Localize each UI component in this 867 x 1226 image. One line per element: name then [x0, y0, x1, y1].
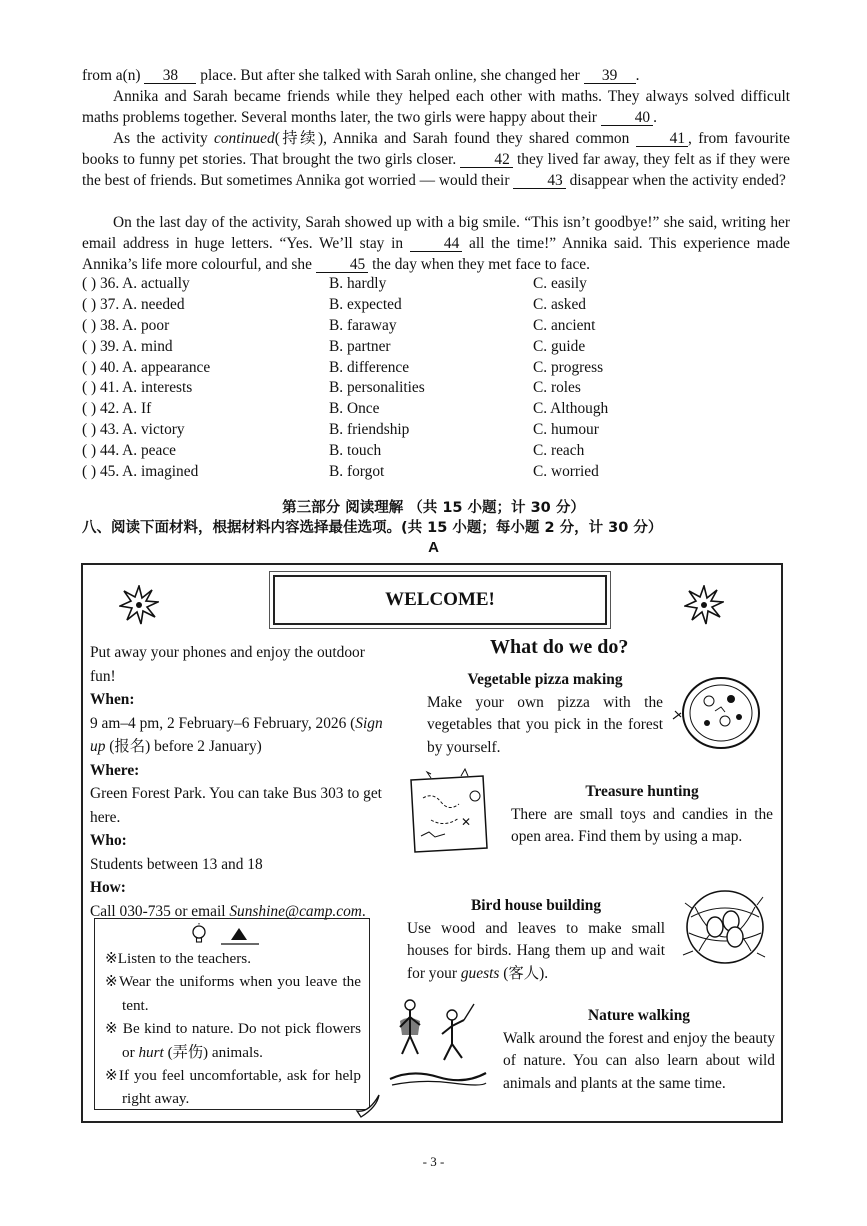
choice-b: B. forgot: [329, 463, 385, 481]
lightbulb-icon: [193, 923, 205, 942]
choice-row: [82, 359, 790, 380]
choice-a: ( ) 36. A. actually: [82, 275, 190, 292]
tip-item: [105, 1017, 361, 1064]
activity-title: Treasure hunting: [585, 783, 699, 800]
choice-a: ( ) 37. A. needed: [82, 295, 185, 313]
activity-title: Bird house building: [470, 897, 602, 914]
how-phone: Call 030-735 or email: [90, 902, 230, 920]
passage-paragraph-3: [82, 128, 790, 191]
treasure-map-icon: [401, 768, 495, 858]
blank-45: 45: [316, 257, 368, 273]
starburst-icon: [684, 585, 724, 625]
when-text: [90, 712, 390, 759]
choice-row: [82, 442, 790, 463]
when-label: When:: [90, 691, 135, 708]
page-curl-icon: [355, 1091, 383, 1119]
tips-header-icons: [187, 923, 277, 947]
blank-38: 38: [144, 68, 196, 84]
choice-row: [82, 296, 790, 317]
choice-b: B. expected: [329, 295, 402, 313]
choice-c: C. ancient: [533, 316, 596, 334]
choice-row: [82, 379, 790, 400]
passage-text: place. But after she talked with Sarah online, she changed her: [200, 67, 580, 84]
nature-walking-icon: [388, 993, 488, 1093]
part-three-heading: 第三部分 阅读理解 （共 15 小题；计 30 分）: [282, 500, 585, 516]
choice-b: B. faraway: [329, 316, 397, 334]
how-label: How:: [90, 879, 126, 896]
bird-nest-icon: [679, 877, 771, 973]
choice-row: [82, 463, 790, 484]
activity-title: Nature walking: [588, 1007, 690, 1024]
tip-item: ※Listen to the teachers.: [105, 950, 251, 967]
section-eight-instruction: 八、阅读下面材料，根据材料内容选择最佳选项。(共 15 小题；每小题 2 分，计 30 分）: [82, 520, 663, 536]
choice-a: ( ) 45. A. imagined: [82, 463, 199, 481]
choice-c: C. easily: [533, 275, 587, 292]
choices-table: [82, 275, 790, 484]
passage-text: , from favourite books to funny pet stories. That brought the two girls closer.: [82, 130, 790, 168]
blank-39: 39: [584, 68, 636, 84]
choice-c: C. asked: [533, 295, 587, 313]
who-text: Students between 13 and 18: [90, 855, 263, 873]
poster-info-column: [90, 641, 390, 923]
passage-text: the day when they met face to face.: [372, 256, 590, 273]
choice-c: C. progress: [533, 358, 604, 376]
choice-a: ( ) 38. A. poor: [82, 316, 170, 334]
activity-bird-house: [407, 895, 665, 985]
blank-42: 42: [460, 152, 512, 168]
sign-up-italic: Sign up: [90, 714, 383, 755]
poster-intro: Put away your phones and enjoy the outdoor fun!: [90, 644, 365, 685]
pizza-icon: [669, 671, 765, 753]
passage-text: As the activity: [113, 130, 208, 147]
choice-row: [82, 421, 790, 442]
choice-row: [82, 338, 790, 359]
tip-item: ※Wear the uniforms when you leave the tent.: [105, 973, 361, 1014]
tip-text: (弄伤) animals.: [163, 1043, 263, 1061]
activity-text: Walk around the forest and enjoy the beauty of nature. You can also learn about wild animals and plants at the same time.: [503, 1029, 775, 1092]
passage-text: Annika and Sarah became friends while they helped each other with maths. They always solved difficult maths problems together. Several months later, the two girls were happy about their: [82, 88, 790, 126]
choice-a: ( ) 42. A. If: [82, 400, 152, 418]
passage-text: all the time!” Annika said. This experience made Annika’s life more colourful, and she: [82, 235, 790, 273]
passage-line-1: [82, 65, 790, 86]
sign-up-cn: (报名): [105, 738, 151, 755]
svg-text:✕: ✕: [461, 815, 472, 829]
choice-c: C. reach: [533, 442, 585, 460]
choice-a: ( ) 40. A. appearance: [82, 358, 211, 376]
where-label: Where:: [90, 761, 140, 779]
how-end: .: [361, 902, 366, 920]
choice-c: C. roles: [533, 379, 581, 397]
tip-item: ※If you feel uncomfortable, ask for help right away.: [105, 1067, 361, 1108]
activity-pizza: [427, 669, 663, 759]
choice-a: ( ) 41. A. interests: [82, 379, 193, 397]
activity-title: Vegetable pizza making: [467, 671, 623, 688]
choice-b: B. touch: [329, 442, 382, 460]
activity-nature-walking: [503, 1005, 775, 1095]
choice-c: C. Although: [533, 400, 609, 418]
passage-text: On the last day of the activity, Sarah showed up with a big smile. “This isn’t goodbye!” she said, writing her email address in huge letters. “Yes. We’ll stay in: [82, 214, 790, 252]
page-number: - 3 -: [422, 1154, 445, 1169]
blank-44: 44: [410, 236, 462, 252]
tip-italic: hurt: [138, 1043, 164, 1061]
contact-email: Sunshine@camp.com: [229, 902, 362, 920]
choice-row: [82, 317, 790, 338]
bird-text: Use wood and leaves to make small houses for birds. Hang them up and wait for your: [407, 919, 665, 982]
choice-a: ( ) 44. A. peace: [82, 442, 177, 460]
tip-text: ※ Be kind to nature. Do not pick flowers or: [105, 1020, 361, 1061]
activities-title: What do we do?: [490, 636, 629, 658]
choice-b: B. difference: [329, 358, 410, 376]
starburst-icon: [119, 585, 159, 625]
blank-41: 41: [636, 131, 688, 147]
passage-text: .: [653, 109, 657, 126]
choice-c: C. humour: [533, 421, 599, 439]
choice-row: [82, 275, 790, 296]
activity-treasure: [511, 781, 773, 849]
guests-italic: guests: [460, 964, 500, 982]
warning-triangle-icon: [221, 928, 259, 944]
activity-text: Make your own pizza with the vegetables that you pick in the forest by yourself.: [427, 693, 663, 756]
blank-43: 43: [513, 173, 565, 189]
choice-c: C. worried: [533, 463, 599, 481]
choice-a: ( ) 43. A. victory: [82, 421, 185, 439]
guests-cn: (客人).: [499, 964, 549, 982]
tips-box: [94, 918, 370, 1110]
passage-text: , Annika and Sarah found they shared common: [323, 130, 630, 147]
camp-poster: [81, 563, 783, 1123]
who-label: Who:: [90, 832, 127, 849]
when-deadline: before 2 January): [150, 738, 262, 755]
where-text: Green Forest Park. You can take Bus 303 to get here.: [90, 785, 382, 826]
choice-c: C. guide: [533, 337, 586, 355]
activity-text: [407, 918, 665, 986]
passage-text: they lived far away, they felt as if they were the best of friends. But sometimes Annika got worried — would their: [82, 151, 790, 189]
choice-b: B. partner: [329, 337, 391, 355]
choice-b: B. personalities: [329, 379, 425, 397]
choice-b: B. hardly: [329, 275, 387, 292]
passage-text: from a(n): [82, 67, 141, 84]
activity-text: There are small toys and candies in the open area. Find them by using a map.: [511, 805, 773, 845]
blank-40: 40: [601, 110, 653, 126]
choice-row: [82, 400, 790, 421]
section-a-label: A: [428, 539, 439, 556]
passage-italic: continued: [214, 130, 275, 147]
passage-text: (持续): [274, 130, 324, 147]
passage-paragraph-4: [82, 212, 790, 275]
passage-paragraph-2: [82, 86, 790, 128]
choice-a: ( ) 39. A. mind: [82, 337, 173, 355]
when-dates: 9 am–4 pm, 2 February–6 February, 2026 (: [90, 714, 356, 732]
passage-text: .: [635, 67, 640, 84]
passage-text: disappear when the activity ended?: [569, 172, 786, 189]
welcome-banner: WELCOME!: [273, 575, 607, 625]
choice-b: B. Once: [329, 400, 380, 418]
choice-b: B. friendship: [329, 421, 410, 439]
